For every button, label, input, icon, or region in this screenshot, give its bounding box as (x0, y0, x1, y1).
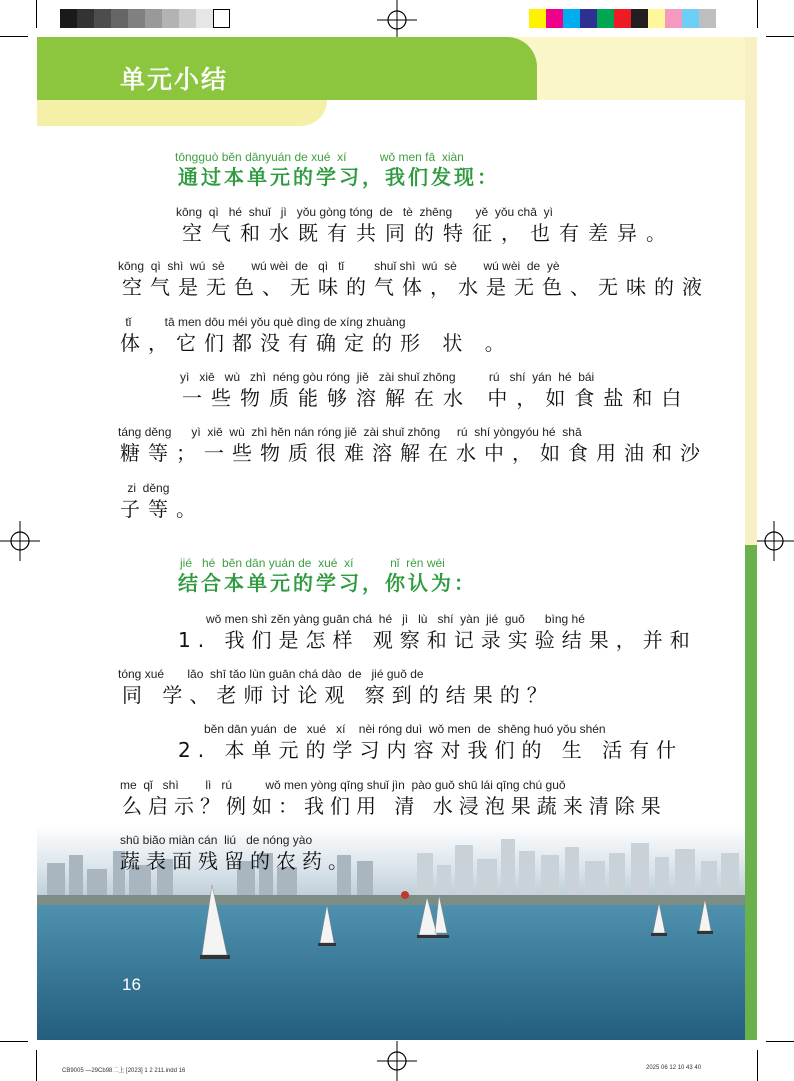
gray-color-bar (60, 9, 230, 28)
crop-mark (757, 1050, 758, 1081)
color-swatch (546, 9, 563, 28)
crop-mark (0, 36, 28, 37)
text-line: 空气是无色、无味的气体，水是无色、无味的液 (122, 275, 710, 299)
pinyin-line: kōng qì shì wú sè wú wèi de qì tǐ shuǐ shì wú sè wú wèi de yè (118, 259, 560, 273)
text-line: 糖等；一些物质很难溶解在水中，如食用油和沙 (120, 441, 708, 465)
text-line: 一些物质能够溶解在水 中，如食盐和白 (182, 386, 691, 410)
crop-mark (766, 36, 794, 37)
pinyin-line: me qǐ shì lì rú wǒ men yòng qīng shuǐ jìn pào guǒ shū lái qīng chú guǒ (120, 778, 566, 792)
color-swatch (162, 9, 179, 28)
question-1-continued: 同 学、老师讨论观 察到的结果的？ (122, 683, 554, 707)
page-number: 16 (122, 975, 141, 994)
color-swatch (529, 9, 546, 28)
color-swatch (145, 9, 162, 28)
crop-mark (0, 1041, 28, 1042)
color-swatch (128, 9, 145, 28)
pinyin-line: yì xiē wù zhì néng gòu róng jiě zài shuǐ zhōng rú shí yán hé bái (180, 370, 595, 384)
print-slug-left: CB9005 —29Cb98二上 [2023] 1 2 211.indd 16 (62, 1068, 186, 1074)
side-bar-cream (745, 37, 757, 545)
pinyin-line: běn dān yuán de xué xí nèi róng duì wǒ men de shēng huó yǒu shén (204, 722, 606, 736)
registration-mark-bottom (377, 1041, 417, 1081)
text-line: 体，它们都没有确定的形 状 。 (120, 331, 513, 355)
question-2: 2. 本单元的学习内容对我们的 生 活有什 (178, 738, 684, 762)
text-line: 空气和水既有共同的特征，也有差异。 (182, 221, 675, 245)
crop-mark (36, 0, 37, 28)
color-swatch (699, 9, 716, 28)
crop-mark (757, 0, 758, 28)
pinyin-line: zi děng (124, 481, 170, 495)
pinyin-line: tóng xué lǎo shī tǎo lùn guān chá dào de jié guǒ de (118, 667, 424, 681)
color-swatch (111, 9, 128, 28)
color-swatch (179, 9, 196, 28)
header-yellow-band (37, 100, 327, 126)
pinyin-line: táng děng yì xiē wù zhì hěn nán róng jiě zài shuǐ zhōng rú shí yòngyóu hé shā (118, 425, 582, 439)
section1-heading-pinyin: tōngguò běn dānyuán de xué xí wǒ men fā xiàn (175, 150, 464, 164)
section2-heading: 结合本单元的学习，你认为： (178, 571, 477, 595)
pinyin-line: shū biǎo miàn cán liú de nóng yào (120, 833, 313, 847)
pinyin-line: tǐ tā men dōu méi yǒu què dìng de xíng zhuàng (122, 315, 406, 329)
side-bar-green (745, 545, 757, 1040)
print-slug-right: 2025 06 12 10 43 40 (646, 1065, 702, 1071)
color-swatch (563, 9, 580, 28)
color-swatch (682, 9, 699, 28)
color-swatch (665, 9, 682, 28)
crop-mark (36, 1050, 37, 1081)
question-2-end: 蔬表面残留的农药。 (120, 849, 354, 873)
color-swatch (597, 9, 614, 28)
pinyin-line: wǒ men shì zěn yàng guān chá hé jì lù shí yàn jié guǒ bìng hé (206, 612, 585, 626)
registration-mark-top (377, 0, 417, 40)
registration-mark-left (0, 521, 40, 561)
color-swatch (94, 9, 111, 28)
color-swatch (77, 9, 94, 28)
color-swatch (631, 9, 648, 28)
question-2-continued: 么启示？例如：我们用 清 水浸泡果蔬来清除果 (122, 794, 667, 818)
section1-heading: 通过本单元的学习，我们发现： (178, 165, 500, 189)
color-swatch (614, 9, 631, 28)
question-1: 1. 我们是怎样 观察和记录实验结果，并和 (178, 628, 697, 652)
color-swatch (196, 9, 213, 28)
color-swatch (60, 9, 77, 28)
text-line: 子等。 (120, 497, 204, 521)
color-swatch (648, 9, 665, 28)
registration-mark-right (754, 521, 794, 561)
page-title: 单元小结 (120, 65, 229, 94)
color-swatch (580, 9, 597, 28)
crop-mark (766, 1041, 794, 1042)
color-swatch (213, 9, 230, 28)
cmyk-color-bar (529, 9, 716, 28)
pinyin-line: kōng qì hé shuǐ jì yǒu gòng tóng de tè zhēng yě yǒu chā yì (176, 205, 553, 219)
section2-heading-pinyin: jié hé běn dān yuán de xué xí nǐ rèn wéi (180, 556, 445, 570)
header-green-band (37, 37, 537, 100)
